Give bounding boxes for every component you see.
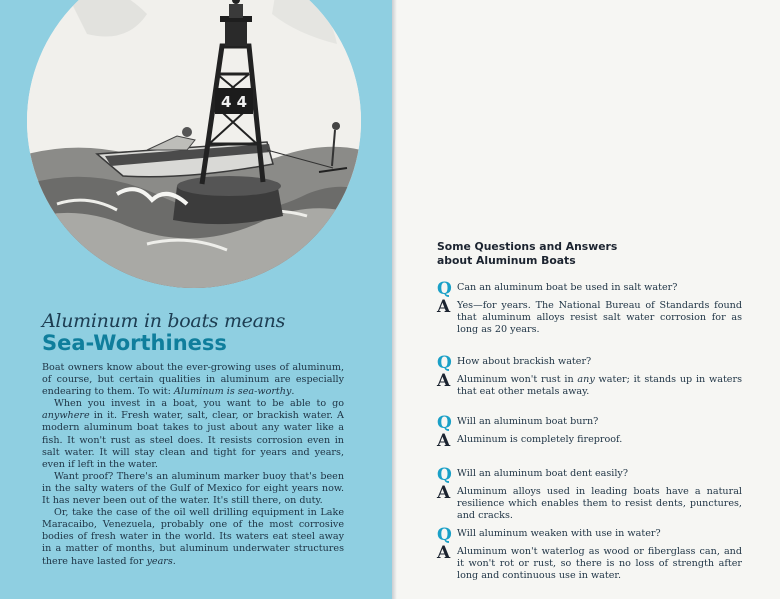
question-text: Can an aluminum boat be used in salt water? [457, 282, 678, 293]
qa-heading-line: Some Questions and Answers [437, 240, 618, 253]
text-run: water; it stands up in waters that eat other metals away. [457, 374, 742, 398]
buoy-number-label: 4 4 [220, 93, 248, 111]
a-marker: A [437, 483, 451, 503]
q-marker: Q [437, 413, 452, 433]
body-paragraph [42, 471, 344, 507]
answer-line [437, 543, 742, 582]
text-run: Want proof? There's an aluminum marker buoy that's been in the salty waters of the Gulf of Mexico for eight years now. It has never been out of the water. It's still there, on duty. [42, 470, 344, 507]
a-marker: A [437, 543, 451, 563]
question-line [437, 279, 742, 299]
text-run: . [172, 555, 176, 567]
a-marker: A [437, 297, 451, 317]
question-line [437, 353, 742, 373]
q-marker: Q [437, 279, 452, 299]
q-marker: Q [437, 525, 452, 545]
illustration-drawing [27, 0, 361, 288]
answer-line [437, 297, 742, 336]
answer-line [437, 483, 742, 522]
emphasis: Aluminum is sea-worthy [173, 386, 292, 398]
text-run: . [291, 386, 295, 398]
q-marker: Q [437, 465, 452, 485]
answer-line [437, 371, 742, 398]
question-line [437, 525, 742, 545]
body-paragraph [42, 398, 344, 471]
question-line [437, 465, 742, 485]
question-text: Will aluminum weaken with use in water? [457, 528, 661, 539]
text-run: in it. Fresh water, salt, clear, or brackish water. A modern aluminum boat takes to just about any water like a fish. It won't rust as steel does. It resists corrosion even in salt water. It will stay clean and tight for years and years, even if left in the water. [42, 410, 344, 470]
emphasis: years [146, 555, 173, 567]
buoy-boat-illustration [27, 0, 361, 288]
answer-text: Aluminum won't waterlog as wood or fiberglass can, and it won't rot or rust, so there is no loss of strength after long and continuous use in water. [457, 546, 742, 582]
answer-text: Yes—for years. The National Bureau of Standards found that aluminum alloys resist salt water corrosion for as long as 20 years. [457, 300, 742, 336]
emphasis: any [577, 374, 595, 385]
question-text: Will an aluminum boat burn? [457, 416, 599, 427]
body-copy [42, 362, 344, 568]
emphasis: anywhere [42, 410, 90, 422]
qa-item [437, 525, 742, 582]
qa-item [437, 353, 742, 398]
text-run: Or, take the case of the oil well drilling equipment in Lake Maracaibo, Venezuela, probably one of the most corrosive bodies of fresh water in the world. Its waters eat steel away in a matter of months, but aluminum underwater structures there have lasted for [42, 507, 344, 567]
answer-text: Aluminum alloys used in leading boats have a natural resilience which enables them to resist dents, punctures, and cracks. [457, 486, 742, 522]
qa-heading [437, 240, 617, 268]
page-title: Sea-Worthiness [42, 331, 227, 355]
text-run: When you invest in a boat, you want to be able to go [54, 398, 344, 410]
answer-text [457, 374, 742, 398]
a-marker: A [437, 371, 451, 391]
answer-text: Aluminum is completely fireproof. [457, 434, 623, 445]
a-marker: A [437, 431, 451, 451]
question-text: Will an aluminum boat dent easily? [457, 468, 628, 479]
q-marker: Q [437, 353, 452, 373]
answer-line [437, 431, 742, 451]
text-run: Boat owners know about the ever-growing uses of aluminum, of course, but certain qualities in aluminum are especially endearing to them. To wit: [42, 362, 344, 398]
question-line [437, 413, 742, 433]
body-paragraph [42, 507, 344, 567]
qa-item [437, 413, 742, 451]
qa-item [437, 465, 742, 522]
qa-heading-line: about Aluminum Boats [437, 254, 576, 267]
qa-item [437, 279, 742, 336]
text-run: Aluminum won't rust in [457, 374, 578, 385]
page-gutter [392, 0, 397, 599]
body-paragraph [42, 362, 344, 398]
question-text: How about brackish water? [457, 356, 592, 367]
subtitle: Aluminum in boats means [42, 310, 286, 332]
